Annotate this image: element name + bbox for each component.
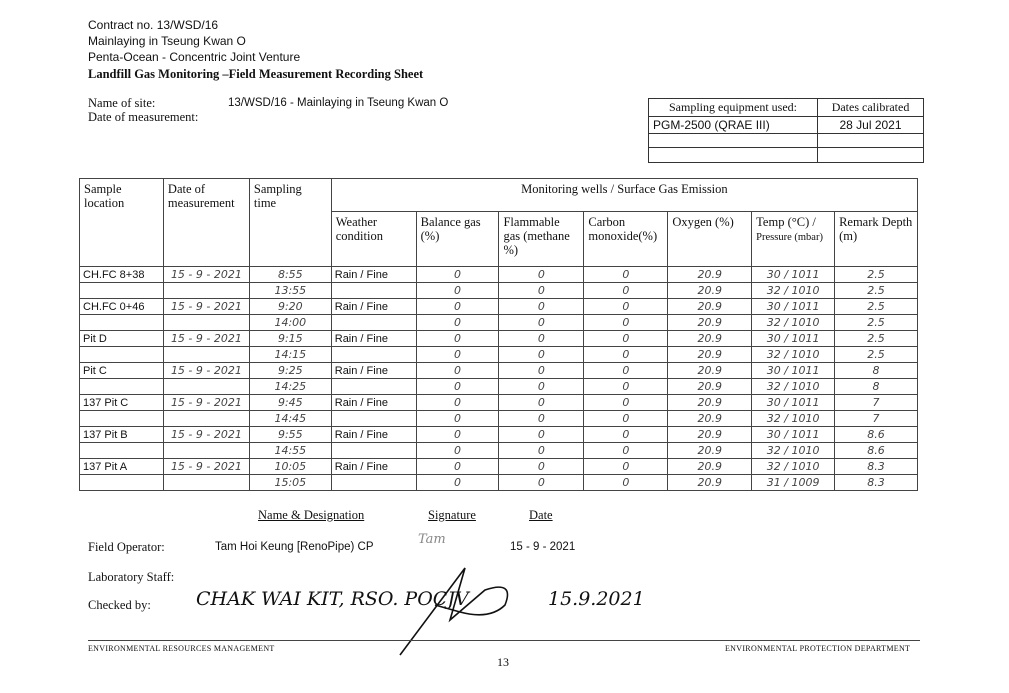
- temp-pressure-cell: 30 / 1011: [752, 363, 835, 379]
- carbon-monoxide-cell: 0: [584, 299, 668, 315]
- carbon-monoxide-cell: 0: [584, 331, 668, 347]
- oxygen-cell: 20.9: [668, 411, 752, 427]
- depth-cell: 2.5: [835, 283, 918, 299]
- balance-gas-cell: 0: [416, 411, 499, 427]
- weather-cell: [331, 379, 416, 395]
- checked-by-name: CHAK WAI KIT, RSO. POCJV: [196, 588, 469, 610]
- flammable-gas-cell: 0: [499, 347, 584, 363]
- header-weather: Weather condition: [331, 212, 416, 267]
- location-cell: Pit D: [80, 331, 164, 347]
- date-cell: 15 - 9 - 2021: [163, 299, 249, 315]
- table-row: [80, 299, 918, 315]
- project-name: Mainlaying in Tseung Kwan O: [88, 34, 246, 48]
- date-cell: [163, 411, 249, 427]
- table-row: [80, 267, 918, 283]
- field-operator-name: Tam Hoi Keung [RenoPipe) CP: [215, 541, 374, 553]
- signature-heading: Signature: [428, 508, 476, 522]
- time-cell: 14:55: [249, 443, 331, 459]
- temp-pressure-cell: 32 / 1010: [752, 347, 835, 363]
- balance-gas-cell: 0: [416, 379, 499, 395]
- flammable-gas-cell: 0: [499, 267, 584, 283]
- depth-cell: 2.5: [835, 299, 918, 315]
- date-cell: [163, 315, 249, 331]
- time-cell: 9:15: [249, 331, 331, 347]
- table-row: [80, 379, 918, 395]
- balance-gas-cell: 0: [416, 443, 499, 459]
- date-cell: [163, 443, 249, 459]
- site-name-label: Name of site:: [88, 96, 156, 110]
- header-carbon-monoxide: Carbon monoxide(%): [584, 212, 668, 267]
- time-cell: 14:45: [249, 411, 331, 427]
- monitoring-table: [79, 178, 918, 491]
- table-row: [80, 315, 918, 331]
- carbon-monoxide-cell: 0: [584, 283, 668, 299]
- date-cell: 15 - 9 - 2021: [163, 427, 249, 443]
- time-cell: 14:15: [249, 347, 331, 363]
- balance-gas-cell: 0: [416, 331, 499, 347]
- header-oxygen: Oxygen (%): [668, 212, 752, 267]
- oxygen-cell: 20.9: [668, 267, 752, 283]
- oxygen-cell: 20.9: [668, 347, 752, 363]
- field-operator-label: Field Operator:: [88, 540, 165, 554]
- flammable-gas-cell: 0: [499, 331, 584, 347]
- oxygen-cell: 20.9: [668, 395, 752, 411]
- balance-gas-cell: 0: [416, 427, 499, 443]
- date-cell: 15 - 9 - 2021: [163, 267, 249, 283]
- weather-cell: Rain / Fine: [331, 459, 416, 475]
- temp-pressure-cell: 32 / 1010: [752, 283, 835, 299]
- carbon-monoxide-cell: 0: [584, 363, 668, 379]
- carbon-monoxide-cell: 0: [584, 475, 668, 491]
- carbon-monoxide-cell: 0: [584, 411, 668, 427]
- time-cell: 9:55: [249, 427, 331, 443]
- carbon-monoxide-cell: 0: [584, 267, 668, 283]
- measurement-date-label: Date of measurement:: [88, 110, 199, 124]
- location-cell: CH.FC 8+38: [80, 267, 164, 283]
- time-cell: 14:00: [249, 315, 331, 331]
- carbon-monoxide-cell: 0: [584, 443, 668, 459]
- sheet-title: Landfill Gas Monitoring –Field Measurement Recording Sheet: [88, 67, 424, 81]
- depth-cell: 8: [835, 363, 918, 379]
- weather-cell: [331, 315, 416, 331]
- flammable-gas-cell: 0: [499, 443, 584, 459]
- location-cell: [80, 443, 164, 459]
- flammable-gas-cell: 0: [499, 395, 584, 411]
- equipment-table: [648, 98, 924, 163]
- weather-cell: Rain / Fine: [331, 363, 416, 379]
- table-row: [80, 427, 918, 443]
- site-name-value: 13/WSD/16 - Mainlaying in Tseung Kwan O: [228, 97, 449, 109]
- weather-cell: Rain / Fine: [331, 299, 416, 315]
- table-row: [80, 443, 918, 459]
- balance-gas-cell: 0: [416, 267, 499, 283]
- header-balance-gas: Balance gas (%): [416, 212, 499, 267]
- temp-pressure-cell: 32 / 1010: [752, 379, 835, 395]
- temp-pressure-cell: 32 / 1010: [752, 315, 835, 331]
- carbon-monoxide-cell: 0: [584, 379, 668, 395]
- header-temp: Temp (°C) /: [756, 215, 816, 229]
- carbon-monoxide-cell: 0: [584, 315, 668, 331]
- date-cell: 15 - 9 - 2021: [163, 331, 249, 347]
- oxygen-cell: 20.9: [668, 427, 752, 443]
- oxygen-cell: 20.9: [668, 299, 752, 315]
- contractor-name: Penta-Ocean - Concentric Joint Venture: [88, 50, 301, 64]
- flammable-gas-cell: 0: [499, 459, 584, 475]
- temp-pressure-cell: 32 / 1010: [752, 411, 835, 427]
- balance-gas-cell: 0: [416, 363, 499, 379]
- time-cell: 8:55: [249, 267, 331, 283]
- table-row: [80, 395, 918, 411]
- time-cell: 15:05: [249, 475, 331, 491]
- time-cell: 9:25: [249, 363, 331, 379]
- header-sample-location: Sample location: [80, 179, 164, 267]
- depth-cell: 7: [835, 411, 918, 427]
- balance-gas-cell: 0: [416, 299, 499, 315]
- header-date: Date of measurement: [163, 179, 249, 267]
- equipment-cell: [649, 148, 818, 163]
- balance-gas-cell: 0: [416, 315, 499, 331]
- temp-pressure-cell: 32 / 1010: [752, 459, 835, 475]
- carbon-monoxide-cell: 0: [584, 427, 668, 443]
- depth-cell: 2.5: [835, 347, 918, 363]
- depth-cell: 8.6: [835, 427, 918, 443]
- oxygen-cell: 20.9: [668, 443, 752, 459]
- contract-number: Contract no. 13/WSD/16: [88, 18, 219, 32]
- table-row: [80, 459, 918, 475]
- laboratory-staff-label: Laboratory Staff:: [88, 570, 175, 584]
- temp-pressure-cell: 30 / 1011: [752, 331, 835, 347]
- name-designation-heading: Name & Designation: [258, 508, 365, 522]
- depth-cell: 8.6: [835, 443, 918, 459]
- depth-cell: 8.3: [835, 459, 918, 475]
- calibrated-col-header: Dates calibrated: [818, 99, 924, 117]
- location-cell: [80, 379, 164, 395]
- date-cell: [163, 379, 249, 395]
- temp-pressure-cell: 32 / 1010: [752, 443, 835, 459]
- header-monitoring-group: Monitoring wells / Surface Gas Emission: [331, 179, 917, 212]
- time-cell: 10:05: [249, 459, 331, 475]
- calibrated-cell: [818, 134, 924, 148]
- balance-gas-cell: 0: [416, 395, 499, 411]
- header-remark-depth: Remark Depth (m): [835, 212, 918, 267]
- time-cell: 9:20: [249, 299, 331, 315]
- date-cell: 15 - 9 - 2021: [163, 459, 249, 475]
- flammable-gas-cell: 0: [499, 427, 584, 443]
- weather-cell: [331, 283, 416, 299]
- weather-cell: Rain / Fine: [331, 395, 416, 411]
- time-cell: 9:45: [249, 395, 331, 411]
- date-cell: [163, 283, 249, 299]
- depth-cell: 8.3: [835, 475, 918, 491]
- checked-by-date: 15.9.2021: [548, 588, 645, 610]
- field-operator-signature: Tam: [418, 532, 446, 547]
- balance-gas-cell: 0: [416, 475, 499, 491]
- checked-by-signature-mark: [395, 560, 530, 660]
- table-row: [80, 331, 918, 347]
- time-cell: 13:55: [249, 283, 331, 299]
- temp-pressure-cell: 30 / 1011: [752, 395, 835, 411]
- equipment-cell: [649, 134, 818, 148]
- equipment-col-header: Sampling equipment used:: [649, 99, 818, 117]
- flammable-gas-cell: 0: [499, 363, 584, 379]
- temp-pressure-cell: 30 / 1011: [752, 299, 835, 315]
- date-cell: [163, 347, 249, 363]
- temp-pressure-cell: 30 / 1011: [752, 267, 835, 283]
- table-row: [80, 411, 918, 427]
- date-cell: 15 - 9 - 2021: [163, 395, 249, 411]
- footer-left: ENVIRONMENTAL RESOURCES MANAGEMENT: [88, 644, 275, 653]
- oxygen-cell: 20.9: [668, 283, 752, 299]
- weather-cell: [331, 475, 416, 491]
- carbon-monoxide-cell: 0: [584, 395, 668, 411]
- balance-gas-cell: 0: [416, 283, 499, 299]
- table-row: [80, 283, 918, 299]
- flammable-gas-cell: 0: [499, 475, 584, 491]
- location-cell: [80, 347, 164, 363]
- oxygen-cell: 20.9: [668, 315, 752, 331]
- depth-cell: 7: [835, 395, 918, 411]
- date-cell: 15 - 9 - 2021: [163, 363, 249, 379]
- location-cell: 137 Pit B: [80, 427, 164, 443]
- calibrated-cell: [818, 148, 924, 163]
- location-cell: 137 Pit A: [80, 459, 164, 475]
- flammable-gas-cell: 0: [499, 283, 584, 299]
- oxygen-cell: 20.9: [668, 331, 752, 347]
- balance-gas-cell: 0: [416, 347, 499, 363]
- header-pressure: Pressure (mbar): [756, 232, 823, 243]
- checked-by-label: Checked by:: [88, 598, 151, 612]
- depth-cell: 2.5: [835, 315, 918, 331]
- weather-cell: Rain / Fine: [331, 331, 416, 347]
- flammable-gas-cell: 0: [499, 315, 584, 331]
- field-operator-date: 15 - 9 - 2021: [510, 541, 576, 553]
- depth-cell: 2.5: [835, 267, 918, 283]
- header-sampling-time: Sampling time: [249, 179, 331, 267]
- weather-cell: [331, 347, 416, 363]
- page-number: 13: [497, 655, 509, 669]
- location-cell: [80, 475, 164, 491]
- weather-cell: [331, 443, 416, 459]
- table-row: [80, 475, 918, 491]
- location-cell: 137 Pit C: [80, 395, 164, 411]
- header-flammable-gas: Flammable gas (methane %): [499, 212, 584, 267]
- carbon-monoxide-cell: 0: [584, 347, 668, 363]
- temp-pressure-cell: 31 / 1009: [752, 475, 835, 491]
- oxygen-cell: 20.9: [668, 459, 752, 475]
- time-cell: 14:25: [249, 379, 331, 395]
- date-heading: Date: [529, 508, 553, 522]
- weather-cell: [331, 411, 416, 427]
- location-cell: [80, 411, 164, 427]
- header-temp-pressure: [752, 212, 835, 267]
- balance-gas-cell: 0: [416, 459, 499, 475]
- depth-cell: 8: [835, 379, 918, 395]
- location-cell: Pit C: [80, 363, 164, 379]
- flammable-gas-cell: 0: [499, 379, 584, 395]
- flammable-gas-cell: 0: [499, 299, 584, 315]
- table-row: [80, 363, 918, 379]
- footer-divider: [88, 640, 920, 641]
- weather-cell: Rain / Fine: [331, 267, 416, 283]
- carbon-monoxide-cell: 0: [584, 459, 668, 475]
- equipment-cell: PGM-2500 (QRAE III): [649, 117, 818, 134]
- table-row: [80, 347, 918, 363]
- weather-cell: Rain / Fine: [331, 427, 416, 443]
- footer-right: ENVIRONMENTAL PROTECTION DEPARTMENT: [725, 644, 911, 653]
- location-cell: [80, 315, 164, 331]
- oxygen-cell: 20.9: [668, 475, 752, 491]
- location-cell: [80, 283, 164, 299]
- date-cell: [163, 475, 249, 491]
- oxygen-cell: 20.9: [668, 379, 752, 395]
- temp-pressure-cell: 30 / 1011: [752, 427, 835, 443]
- depth-cell: 2.5: [835, 331, 918, 347]
- flammable-gas-cell: 0: [499, 411, 584, 427]
- location-cell: CH.FC 0+46: [80, 299, 164, 315]
- calibrated-cell: 28 Jul 2021: [818, 117, 924, 134]
- oxygen-cell: 20.9: [668, 363, 752, 379]
